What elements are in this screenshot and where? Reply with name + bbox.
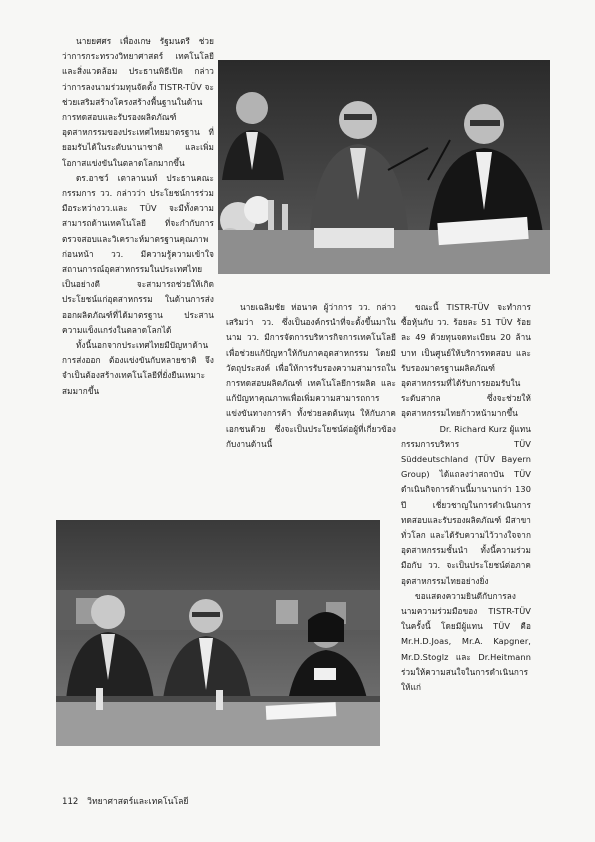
photo-signing-table-image [218, 60, 550, 274]
paragraph: ดร.อาชว์ เตาลานนท์ ประธานคณะกรรมการ วว. กล่าวว่า ประโยชน์การร่วมมือระหว่างวว.และ TÜV จะมีทั้งความสามารถด้านเทคโนโลยี ที่จะกำกับการตรวจสอบและวิเคราะห์มาตรฐานคุณภาพ ก่อนหน้า วว. มีความรู้ความเข้าใจสถานการณ์อุตสาหกรรมในประเทศไทยเป็นอย่างดี จะสามารถช่วยให้เกิดประโยชน์แก่อุตสาหกรรม ในด้านการส่งออกผลิตภัณฑ์ที่ได้มาตรฐาน ประสานความแข็งแกร่งในตลาดโลกได้ [62, 172, 214, 335]
page-number: 112 [62, 797, 79, 807]
paragraph: ทั้งนี้นอกจากประเทศไทยมีปัญหาด้านการส่งออก ต้องแข่งขันกับหลายชาติ จึงจำเป็นต้องสร้างเทคโนโลยีที่ยั่งยืนเหมาะสมมากขึ้น [62, 340, 214, 396]
text-column-left [62, 34, 214, 399]
text-column-right [401, 300, 531, 695]
speaker-name: Dr. Richard Kurz ผู้แทน [439, 423, 531, 434]
paragraph: ขอแสดงความยินดีกับการลงนามความร่วมมือของ TISTR-TÜV ในครั้งนี้ โดยมีผู้แทน TÜV คือ Mr.H.D.Joas, Mr.A. Kapgner, Mr.D.Stoglz และ Dr.Heitmann ร่วมให้ความสนใจในการดำเนินการให้แก่ [401, 590, 531, 693]
paragraph: กรรมการบริหาร TÜV Süddeutschland (TÜV Bayern Group) ได้แถลงว่าสถาบัน TÜV ดำเนินกิจการด้านนี้มานานกว่า 130 ปี เชี่ยวชาญในการดำเนินการทดสอบและรับรองผลิตภัณฑ์ มีสาขาทั่วโลก และได้รับความไว้วางใจจากอุตสาหกรรมชั้นนำ ทั้งนี้ความร่วมมือกับ วว. จะเป็นประโยชน์ต่อภาคอุตสาหกรรมไทยอย่างยิ่ง [401, 438, 531, 586]
paragraph: นายเฉลิมชัย ห่อนาค ผู้ว่าการ วว. กล่าวเสริมว่า วว. ซึ่งเป็นองค์กรนำที่จะตั้งขึ้นมาในนาม วว. มีการจัดการบริหารกิจการเทคโนโลยี เพื่อช่วยแก้ปัญหาให้กับภาคอุตสาหกรรม โดยมีวัตถุประสงค์ เพื่อให้การรับรองความสามารถในการทดสอบผลิตภัณฑ์ เทคโนโลยีการผลิต และแก้ปัญหาคุณภาพเพื่อเพิ่มความสามารถการแข่งขันทางการค้า ทั้งช่วยลดต้นทุน ให้กับภาคเอกชนด้วย ซึ่งจะเป็นประโยชน์ต่อผู้ที่เกี่ยวข้องกับงานด้านนี้ [226, 302, 396, 449]
paragraph: นายยศศร เพื่องเกษ รัฐมนตรี ช่วยว่าการกระทรวงวิทยาศาสตร์ เทคโนโลยีและสิ่งแวดล้อม ประธานพิธีเปิด กล่าวว่าการลงนามร่วมทุนจัดตั้ง TISTR-TÜV จะช่วยเสริมสร้างโครงสร้างพื้นฐานในด้านการทดสอบและรับรองผลิตภัณฑ์ อุตสาหกรรมของประเทศไทยมาตรฐาน ที่ยอมรับได้ในระดับนานาชาติ และเพิ่มโอกาสแข่งขันในตลาดโลกมากขึ้น [62, 36, 214, 168]
photo-delegates-image [56, 520, 380, 746]
publication-title: วิทยาศาสตร์และเทคโนโลยี [87, 797, 189, 807]
text-column-middle [226, 300, 396, 452]
paragraph: ขณะนี้ TISTR-TÜV จะทำการซื้อหุ้นกับ วว. ร้อยละ 51 TÜV ร้อยละ 49 ด้วยทุนจดทะเบียน 20 ล้านบาท เป็นศูนย์ให้บริการทดสอบ และรับรองมาตรฐานผลิตภัณฑ์อุตสาหกรรมที่ได้รับการยอมรับในระดับสากล ซึ่งจะช่วยให้อุตสาหกรรมไทยก้าวหน้ามากขึ้น [401, 302, 531, 419]
page-footer [62, 794, 188, 808]
photo-delegates [56, 520, 380, 746]
photo-signing-table [218, 60, 550, 274]
